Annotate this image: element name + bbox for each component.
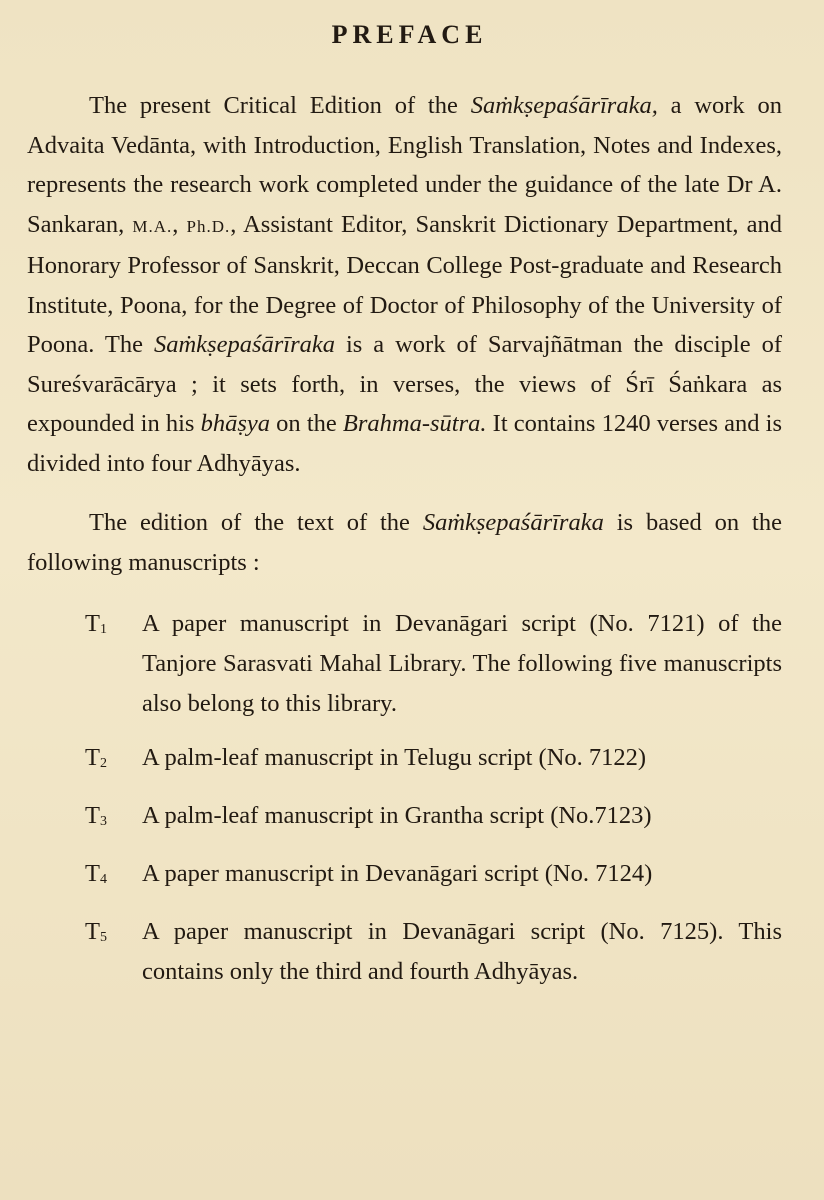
siglum-letter: T [85, 744, 100, 771]
text-run: , Assistant Editor, Sanskrit Dictionary Department, and Honorary Professor of Sanskrit, Deccan College Post-graduate and Research Institute, Poona, for the Degree of Doctor of Philosophy of the University of Poona. The [27, 210, 782, 358]
siglum-number: 5 [99, 930, 107, 945]
manuscript-item [27, 604, 782, 724]
text-run: is based on the following manuscripts : [27, 509, 782, 576]
preface-paragraph-1 [27, 86, 782, 483]
siglum-number: 2 [99, 756, 107, 771]
manuscript-siglum [85, 604, 135, 650]
text-run: on the [270, 410, 343, 437]
manuscript-description: A palm-leaf manuscript in Grantha script (No.7123) [142, 802, 652, 829]
work-title: Saṁkṣepaśārīraka [153, 331, 335, 358]
manuscript-description: A paper manuscript in Devanāgari script (No. 7121) of the Tanjore Sarasvati Mahal Library. The following five manuscripts also belong to this library. [142, 610, 782, 717]
degree-phd: Ph.D. [186, 216, 231, 236]
siglum-letter: T [85, 860, 100, 887]
preface-paragraph-2 [27, 503, 782, 582]
text-run: The edition of the text of the [89, 509, 423, 536]
text-run: a work on Advaita Vedānta, with Introduction, English Translation, Notes and Indexes, represents the research work completed under the guidance of the late Dr A. Sankaran, [27, 92, 782, 238]
degree-ma: M.A. [132, 216, 173, 236]
siglum-number: 4 [99, 872, 107, 887]
manuscript-siglum [85, 854, 135, 900]
manuscript-siglum [85, 912, 135, 958]
manuscript-list [27, 604, 782, 992]
page-title: PREFACE [331, 20, 488, 49]
siglum-letter: T [85, 610, 100, 637]
work-title: Saṁkṣepaśārīraka, [470, 92, 658, 119]
siglum-number: 3 [99, 814, 107, 829]
manuscript-siglum [85, 738, 135, 784]
manuscript-item [27, 738, 782, 778]
bhasya-term: bhāṣya [200, 410, 271, 437]
text-run: , [172, 210, 187, 238]
text-run: The present Critical Edition of the [89, 92, 471, 119]
text-run: It contains 1240 verses and is divided into four Adhyāyas. [27, 410, 782, 477]
siglum-number: 1 [99, 622, 107, 637]
manuscript-item [27, 912, 782, 992]
manuscript-item [27, 854, 782, 894]
manuscript-description: A paper manuscript in Devanāgari script (No. 7125). This contains only the third and fourth Adhyāyas. [142, 918, 782, 985]
brahma-sutra-term: Brahma-sūtra. [342, 410, 487, 437]
manuscript-siglum [85, 796, 135, 842]
manuscript-description: A palm-leaf manuscript in Telugu script (No. 7122) [142, 744, 647, 771]
siglum-letter: T [85, 918, 100, 945]
manuscript-description: A paper manuscript in Devanāgari script (No. 7124) [142, 860, 653, 887]
text-run: is a work of Sarvajñātman the disciple of Sureśvarācārya ; it sets forth, in verses, the views of Śrī Śaṅkara as expounded in his [27, 331, 782, 437]
work-title: Saṁkṣepaśārīraka [422, 509, 604, 536]
manuscript-item [27, 796, 782, 836]
siglum-letter: T [85, 802, 100, 829]
